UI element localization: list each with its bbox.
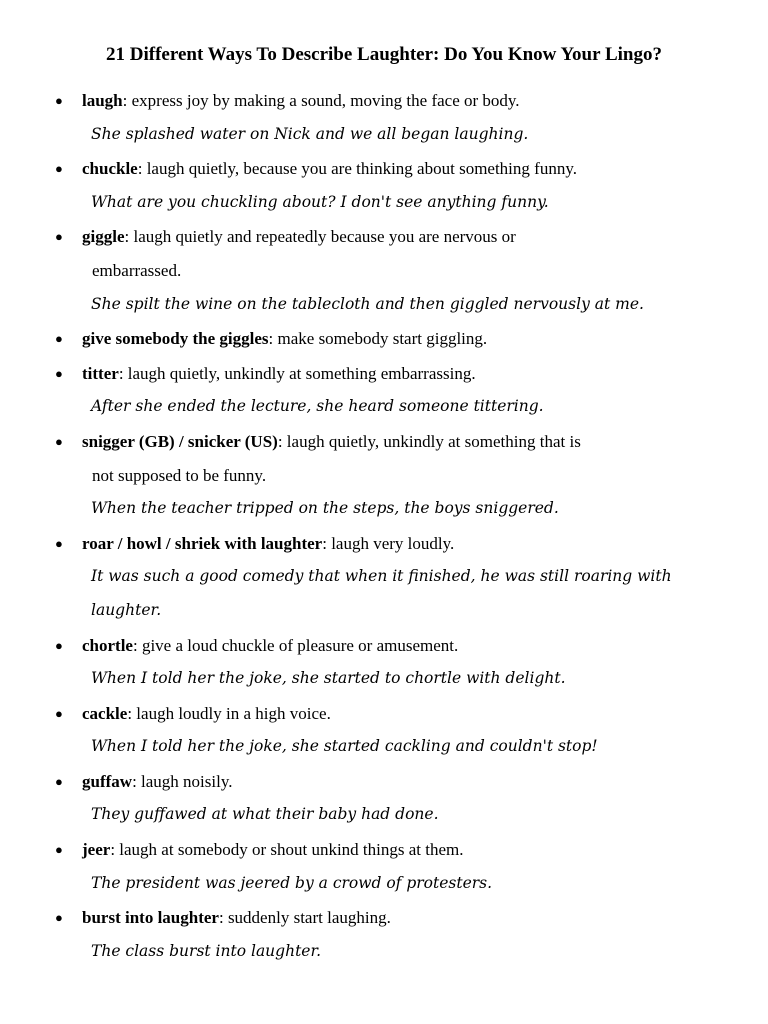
term: titter bbox=[82, 363, 119, 383]
bullet-icon: ● bbox=[55, 842, 63, 858]
example-sentence: She spilt the wine on the tablecloth and then giggled nervously at me. bbox=[91, 294, 644, 313]
bullet-icon: ● bbox=[55, 705, 63, 721]
term: laugh bbox=[82, 91, 123, 110]
definition: : laugh very loudly. bbox=[322, 533, 455, 553]
definition-line bbox=[0, 84, 768, 118]
list-item bbox=[0, 901, 768, 968]
term: roar / howl / shriek with laughter bbox=[82, 533, 323, 553]
example-sentence: The class burst into laughter. bbox=[91, 941, 322, 960]
definition-line bbox=[0, 527, 768, 561]
example-sentence: It was such a good comedy that when it finished, he was still roaring with bbox=[91, 567, 672, 586]
term: cackle bbox=[82, 703, 128, 723]
entry-list bbox=[0, 84, 768, 969]
definition-line bbox=[0, 322, 768, 356]
bullet-icon: ● bbox=[55, 365, 63, 381]
example-sentence: She splashed water on Nick and we all began laughing. bbox=[91, 124, 529, 143]
definition: : give a loud chuckle of pleasure or amusement. bbox=[132, 635, 459, 655]
bullet-icon: ● bbox=[55, 161, 63, 177]
definition: : laugh quietly, unkindly at something embarrassing. bbox=[118, 363, 476, 383]
bullet-icon: ● bbox=[55, 433, 63, 449]
example-sentence: When I told her the joke, she started to chortle with delight. bbox=[91, 669, 566, 688]
list-item bbox=[0, 220, 768, 321]
list-item bbox=[0, 357, 768, 424]
definition: : suddenly start laughing. bbox=[218, 908, 391, 928]
definition-line bbox=[0, 220, 768, 254]
definition: : laugh quietly and repeatedly because you are nervous or bbox=[124, 227, 516, 247]
term: chortle bbox=[82, 635, 133, 655]
term: guffaw bbox=[82, 771, 133, 791]
term: burst into laughter bbox=[82, 908, 219, 928]
definition: : make somebody start giggling. bbox=[268, 329, 488, 349]
definition-line bbox=[0, 833, 768, 867]
example-sentence: What are you chuckling about? I don't see anything funny. bbox=[91, 192, 549, 211]
list-item bbox=[0, 629, 768, 696]
example-sentence: The president was jeered by a crowd of protesters. bbox=[91, 873, 493, 892]
list-item bbox=[0, 152, 768, 219]
bullet-icon: ● bbox=[55, 637, 63, 653]
list-item bbox=[0, 322, 768, 356]
bullet-icon: ● bbox=[55, 93, 63, 108]
bullet-icon: ● bbox=[55, 331, 63, 347]
list-item bbox=[0, 697, 768, 764]
bullet-icon: ● bbox=[55, 535, 63, 551]
bullet-icon: ● bbox=[55, 910, 63, 926]
definition: : express joy by making a sound, moving the face or body. bbox=[122, 91, 520, 110]
definition-continued: embarrassed. bbox=[92, 260, 182, 280]
definition: : laugh at somebody or shout unkind things at them. bbox=[110, 840, 464, 860]
definition-line bbox=[0, 901, 768, 935]
bullet-icon: ● bbox=[55, 229, 63, 245]
list-item bbox=[0, 765, 768, 832]
definition-line bbox=[0, 765, 768, 799]
definition-line bbox=[0, 697, 768, 731]
definition-continued: not supposed to be funny. bbox=[92, 465, 267, 485]
list-item bbox=[0, 425, 768, 526]
page-title: 21 Different Ways To Describe Laughter: Do You Know Your Lingo? bbox=[106, 44, 662, 65]
definition-line bbox=[0, 357, 768, 391]
list-item bbox=[0, 833, 768, 900]
example-sentence: They guffawed at what their baby had done. bbox=[91, 805, 439, 824]
example-continued: laughter. bbox=[91, 600, 162, 619]
definition: : laugh loudly in a high voice. bbox=[127, 703, 331, 723]
definition: : laugh quietly, because you are thinking about something funny. bbox=[137, 159, 577, 179]
example-sentence: When the teacher tripped on the steps, the boys sniggered. bbox=[91, 499, 559, 518]
term: giggle bbox=[82, 227, 125, 247]
list-item bbox=[0, 527, 768, 628]
example-sentence: When I told her the joke, she started cackling and couldn't stop! bbox=[91, 737, 598, 756]
term: jeer bbox=[82, 840, 111, 860]
bullet-icon: ● bbox=[55, 773, 63, 789]
example-sentence: After she ended the lecture, she heard someone tittering. bbox=[91, 397, 544, 416]
definition: : laugh quietly, unkindly at something that is bbox=[277, 431, 581, 451]
term: chuckle bbox=[82, 159, 138, 179]
definition-line bbox=[0, 425, 768, 459]
term: snigger (GB) / snicker (US) bbox=[82, 431, 278, 451]
term: give somebody the giggles bbox=[82, 329, 269, 349]
definition: : laugh noisily. bbox=[132, 771, 233, 791]
definition-line bbox=[0, 152, 768, 186]
list-item bbox=[0, 84, 768, 151]
definition-line bbox=[0, 629, 768, 663]
